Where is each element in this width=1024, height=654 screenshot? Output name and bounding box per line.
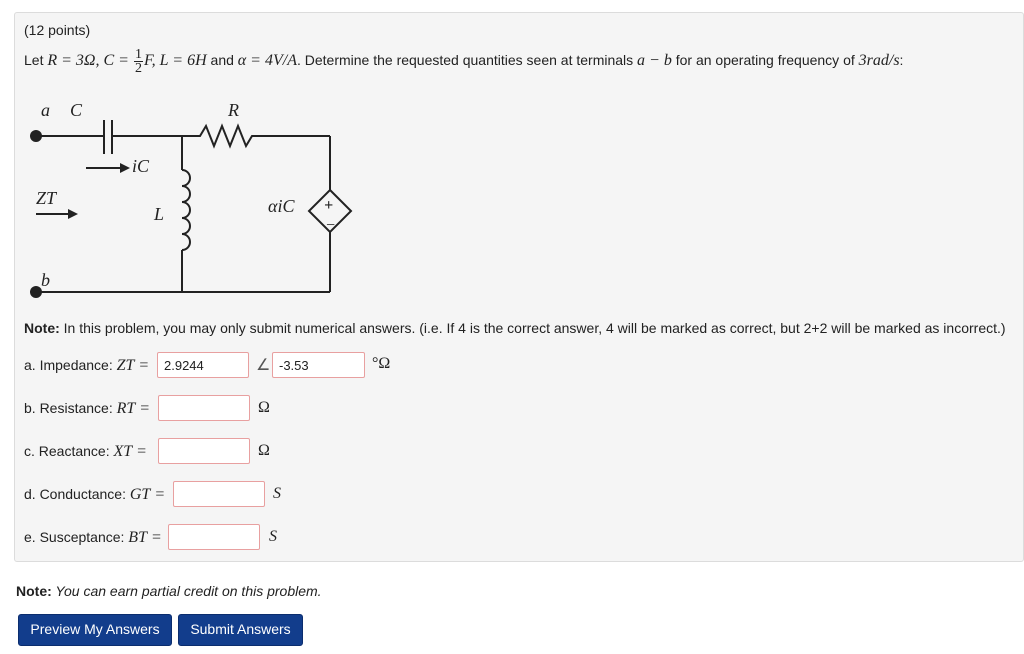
- susceptance-input[interactable]: [168, 524, 260, 550]
- resistor: [182, 126, 330, 146]
- note-partial-credit: [16, 583, 322, 599]
- resistance-unit: Ω: [258, 399, 270, 416]
- fraction-denominator: 2: [134, 61, 142, 76]
- question-b-text: b. Resistance:: [24, 400, 117, 416]
- fraction: [134, 48, 143, 75]
- question-e-text: e. Susceptance:: [24, 529, 129, 545]
- question-c-symbol: XT: [113, 443, 133, 460]
- source-minus: −: [325, 217, 336, 234]
- label-a: a: [41, 100, 50, 120]
- statement-values-2: F, L = 6H: [143, 52, 207, 70]
- preview-answers-button[interactable]: Preview My Answers: [18, 614, 172, 646]
- label-b: b: [41, 270, 50, 290]
- label-ic: iC: [132, 156, 150, 176]
- question-d-equals: =: [155, 486, 165, 503]
- susceptance-unit: S: [269, 528, 277, 545]
- statement-frequency: 3rad/s: [858, 52, 900, 70]
- ic-arrow-head: [120, 163, 130, 173]
- question-a-symbol: ZT: [116, 357, 135, 374]
- reactance-input[interactable]: [158, 438, 250, 464]
- question-d-label: [24, 486, 164, 504]
- conductance-input[interactable]: [173, 481, 265, 507]
- submit-answers-button[interactable]: Submit Answers: [178, 614, 303, 646]
- note-prefix: Note:: [24, 320, 60, 336]
- note-numerical: [24, 320, 1006, 336]
- question-b-label: [24, 400, 149, 418]
- terminal-a: [30, 130, 42, 142]
- angle-icon: ∠: [256, 357, 271, 374]
- question-d-text: d. Conductance:: [24, 486, 130, 502]
- label-l: L: [154, 204, 165, 224]
- note2-prefix: Note:: [16, 583, 52, 599]
- label-c: C: [70, 100, 83, 120]
- statement-values: R = 3Ω, C =: [47, 52, 133, 70]
- question-a-text: a. Impedance:: [24, 357, 117, 373]
- impedance-magnitude-input[interactable]: [157, 352, 249, 378]
- question-e-symbol: BT: [128, 529, 147, 546]
- impedance-unit: °Ω: [372, 355, 391, 372]
- statement-rest: . Determine the requested quantities seen at terminals: [296, 52, 638, 69]
- statement-alpha: α = 4V/A: [237, 52, 297, 70]
- question-b-symbol: RT: [116, 400, 136, 417]
- note2-text: You can earn partial credit on this problem.: [51, 583, 322, 599]
- statement-and: and: [206, 52, 238, 69]
- note-text: In this problem, you may only submit numerical answers. (i.e. If 4 is the correct answer, 4 will be marked as correct, but 2+2 will be marked as incorrect.): [59, 320, 1006, 336]
- reactance-unit: Ω: [258, 442, 270, 459]
- label-r: R: [228, 100, 239, 120]
- statement-terminals: a − b: [637, 52, 672, 70]
- question-c-label: [24, 443, 146, 461]
- question-e-label: [24, 529, 161, 547]
- circuit-diagram: [20, 92, 360, 310]
- impedance-angle-input[interactable]: [272, 352, 365, 378]
- question-e-equals: =: [151, 529, 161, 546]
- question-c-equals: =: [137, 443, 147, 460]
- question-a-equals: =: [139, 357, 149, 374]
- inductor: [182, 170, 190, 250]
- statement-rest-2: for an operating frequency of: [671, 52, 859, 69]
- zt-arrow-head: [68, 209, 78, 219]
- resistance-input[interactable]: [158, 395, 250, 421]
- question-c-text: c. Reactance:: [24, 443, 114, 459]
- statement-let: Let: [24, 52, 48, 69]
- question-d-symbol: GT: [129, 486, 151, 503]
- question-a-label: [24, 357, 148, 375]
- label-zt: ZT: [36, 188, 57, 208]
- problem-statement: [24, 48, 903, 75]
- label-aic: αiC: [268, 196, 295, 216]
- conductance-unit: S: [273, 485, 281, 502]
- points-label: (12 points): [24, 22, 91, 38]
- question-b-equals: =: [140, 400, 150, 417]
- source-plus: +: [324, 197, 334, 214]
- fraction-numerator: 1: [134, 47, 142, 62]
- statement-colon: :: [899, 52, 904, 69]
